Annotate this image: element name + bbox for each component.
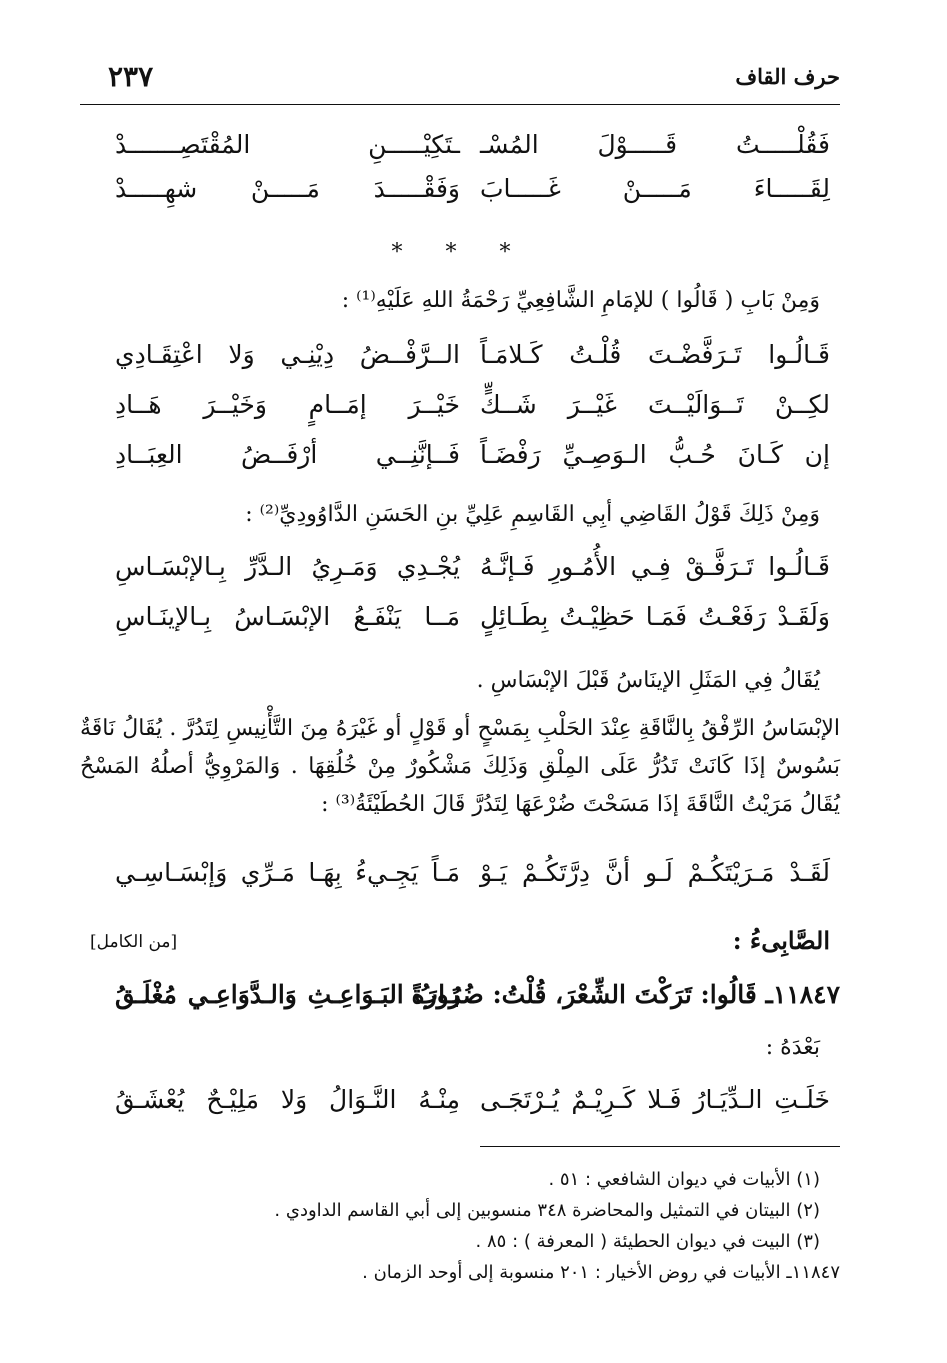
verse-first-hemistich: وَلَقَـدْ رَفَعْـتُ فَمَـا حَظِيْـتُ بِطَـائِلٍ <box>480 602 830 631</box>
intro-dawudi: وَمِنْ ذَلِكَ قَوْلُ القَاضِي أبِي القَاسِمِ عَلِيِّ بنِ الحَسَنِ الدَّاوُودِيِّ⁽²⁾ : <box>245 502 820 527</box>
book-page <box>80 50 840 1340</box>
verse-first-hemistich: ١١٨٤٧ـ قَالُوا: تَرَكْتَ الشِّعْرَ، قُلْتُ: ضُرُورَةً <box>411 980 840 1009</box>
poet-heading <box>80 926 830 962</box>
page-number: ٢٣٧ <box>108 60 154 93</box>
footnote-1847: ١١٨٤٧ـ الأبيات في روض الأخيار : ٢٠١ منسوبة إلى أوحد الزمان . <box>362 1262 840 1283</box>
verse-first-hemistich: لكِــنْ تَــوَالَيْــتَ غَيْــرَ شَــكٍّ <box>480 390 830 419</box>
verse-second-hemistich: الــرَّفْــضُ دِيْنِـي وَلا اعْتِقَـادِي <box>115 340 460 369</box>
verse-second-hemistich: ـتَكِيْـــــنِ المُقْتَصِـــــــدْ <box>115 130 460 159</box>
after-label: بَعْدَهُ : <box>765 1035 820 1060</box>
verse-hutayah <box>80 858 840 904</box>
verse-first-hemistich: خَلَـتِ الـدِّيَـارُ فَـلا كَـرِيْـمٌ يُـرْتَجَـى <box>480 1085 830 1114</box>
page-header <box>80 60 840 100</box>
verse-first-hemistich: إن كَـانَ حُـبُّ الـوَصِـيِّ رَفْضَـاً <box>480 440 830 469</box>
footnote-3: (٣) البيت في ديوان الحطيئة ( المعرفة ) : ٨٥ . <box>475 1231 820 1252</box>
verse-1847 <box>80 980 840 1026</box>
verse-second-hemistich: مَـاً يَجِـيءُ بِهَـا مَـرِّي وَإبْسَـاسِـي <box>115 858 460 887</box>
verse-second-hemistich: خَيْــرَ إمَــامٍ وَخَيْــرَ هَــادِ <box>115 390 460 419</box>
header-rule <box>80 104 840 105</box>
verse-second-hemistich: مِنْـهُ النَّـوَالُ وَلا مَلِيْـحٌ يُعْشَـقُ <box>115 1085 460 1114</box>
intro-shafii: وَمِنْ بَابِ ( قَالُوا ) للإمَامِ الشَّافِعِيِّ رَحْمَةُ اللهِ عَلَيْهِ⁽¹⁾ : <box>341 288 820 313</box>
verse-after <box>80 1085 840 1131</box>
verse-first-hemistich: لِقَـــــاءَ مَـــــنْ غَـــــابَ <box>480 174 830 203</box>
footnote-2: (٢) البيتان في التمثيل والمحاضرة ٣٤٨ منسوبين إلى أبي القاسم الداودي . <box>274 1200 820 1221</box>
verse-first-hemistich: لَقَـدْ مَـرَيْتَكُـمْ لَـو أنَّ دِرَّتَكُـمْ يَـوْ <box>480 858 830 887</box>
verse-shafii-1 <box>80 340 840 386</box>
verse-first-hemistich: قَـالُـوا تَـرَفَّـقْ فِـي الأُمُـورِ فَـإنَّـهُ <box>480 552 830 581</box>
verse-dawudi-2 <box>80 602 840 648</box>
proverb-line: يُقَالُ فِي المَثَلِ الإينَاسُ قَبْلَ الإبْسَاسِ . <box>476 668 820 693</box>
verse-second-hemistich: بَـابُ البَـوَاعِـثِ وَالـدَّوَاعِـي مُغْلَـقُ <box>115 980 460 1009</box>
verse-second-hemistich: فَــإنَّنِــي أرْفَــضُ العِبَــادِ <box>115 440 460 469</box>
footnote-rule <box>480 1146 840 1147</box>
running-title: حرف القاف <box>735 64 840 89</box>
meter-label: [من الكامل] <box>90 932 178 952</box>
verse-second-hemistich: يُجْـدِي وَمَـرِيُ الـدَّرِّ بِـالإبْسَـاسِ <box>115 552 460 581</box>
verse-dawudi-1 <box>80 552 840 598</box>
verse-second-hemistich: مَــا يَنْفَـعُ الإبْسَـاسُ بِـالإينَـاسِ <box>115 602 460 631</box>
verse-second-hemistich: وَفَقْـــــدَ مَـــــنْ شهِـــــدْ <box>115 174 460 203</box>
footnote-1: (١) الأبيات في ديوان الشافعي : ٥١ . <box>548 1169 820 1190</box>
verse-first-hemistich: قَـالُـوا تَـرَفَّضْـتَ قُلْـتُ كَـلامَـاً <box>480 340 830 369</box>
verse-shafii-3 <box>80 440 840 486</box>
explanation-paragraph: الإبْسَاسُ الرِّفْقُ بِالنَّاقَةِ عِنْدَ الحَلْبِ بِمَسْحٍ أو قَوْلٍ أو غَيْرَهُ مِنَ التَّأْنِيسِ لِتَدُرَّ . يُقَالُ نَاقَةٌ بَسُوسٌ إذَا كَانَتْ تَدُرُّ عَلَى المِلْقِ وَذَلِكَ مَشْكُورٌ مِنْ خُلُقِهَا . وَالمَرْوِيُّ أصلُهُ المَسْحُ يُقَالُ مَرَيْتُ النَّاقَةَ إذَا مَسَحْتَ ضُرْعَهَا لِتَدُرَّ قَالَ الحُطَيْئَةُ⁽³⁾ : <box>80 716 840 817</box>
verse-top-1 <box>80 130 840 176</box>
poet-name: الصَّابِىءُ : <box>732 926 830 955</box>
verse-shafii-2 <box>80 390 840 436</box>
verse-first-hemistich: فَقُلْـــــتُ قَـــــوْلَ المُسْـ <box>480 130 830 159</box>
footnotes <box>80 1164 840 1288</box>
section-separator: * * * <box>391 240 529 265</box>
verse-top-2 <box>80 174 840 220</box>
